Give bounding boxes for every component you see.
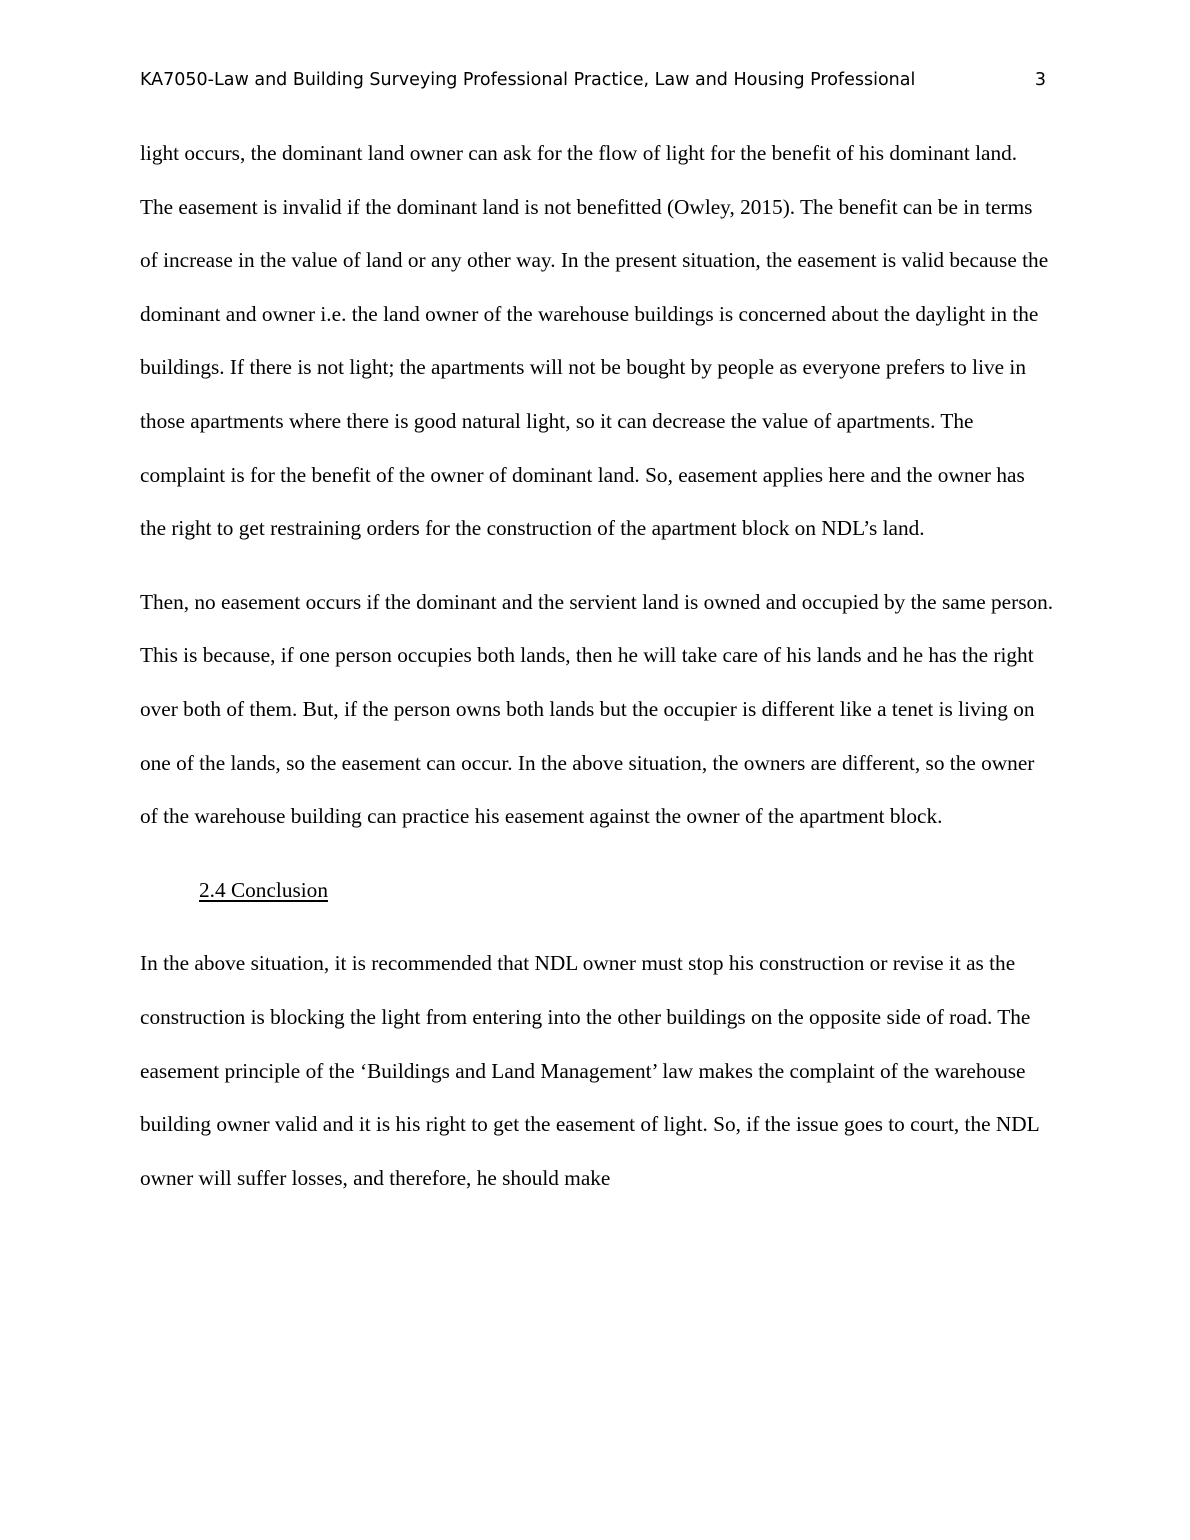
page-number: 3	[1034, 70, 1046, 90]
running-head: KA7050-Law and Building Surveying Professional Practice, Law and Housing Professional	[140, 70, 916, 90]
body-paragraph-2: Then, no easement occurs if the dominant and the servient land is owned and occupied by the same person. This is because, if one person occupies both lands, then he will take care of his lands and he has the right over both of them. But, if the person owns both lands but the occupier is different like a tenet is living on one of the lands, so the easement can occur. In the above situation, the owners are different, so the owner of the warehouse building can practice his easement against the owner of the apartment block.	[140, 589, 1054, 829]
page-header	[140, 70, 1046, 96]
body-paragraph-3: In the above situation, it is recommended that NDL owner must stop his construction or revise it as the construction is blocking the light from entering into the other buildings on the opposite side of road. The easement principle of the ‘Buildings and Land Management’ law makes the complaint of the warehouse building owner valid and it is his right to get the easement of light. So, if the issue goes to court, the NDL owner will suffer losses, and therefore, he should make	[140, 951, 1039, 1190]
body-paragraph-1: light occurs, the dominant land owner can ask for the flow of light for the benefit of his dominant land. The easement is invalid if the dominant land is not benefitted (Owley, 2015). The benefit can be in terms of increase in the value of land or any other way. In the present situation, the easement is valid because the dominant and owner i.e. the land owner of the warehouse buildings is concerned about the daylight in the buildings. If there is not light; the apartments will not be bought by people as everyone prefers to live in those apartments where there is good natural light, so it can decrease the value of apartments. The complaint is for the benefit of the owner of dominant land. So, easement applies here and the owner has the right to get restraining orders for the construction of the apartment block on NDL’s land.	[140, 141, 1049, 541]
section-heading-text: 2.4 Conclusion	[199, 877, 328, 902]
document-body	[140, 127, 1054, 1205]
section-heading	[140, 864, 1054, 918]
